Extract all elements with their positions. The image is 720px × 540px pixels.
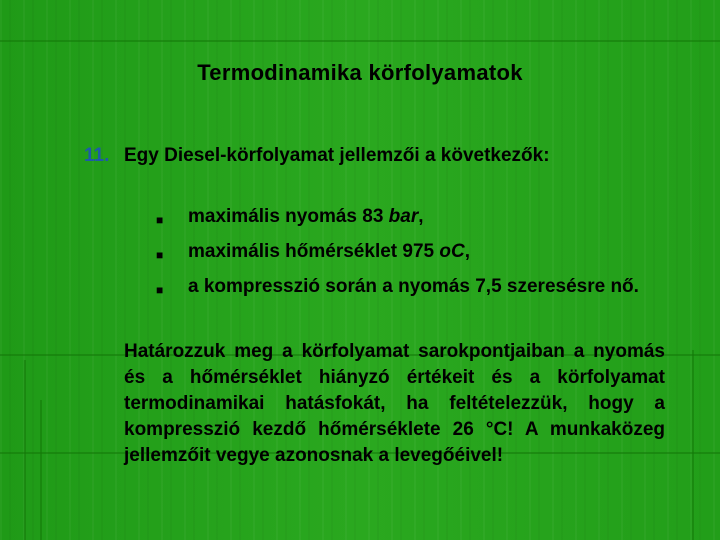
unit-text: bar — [388, 206, 419, 227]
square-bullet-icon: ■ — [156, 248, 164, 262]
square-bullet-icon: ■ — [156, 213, 164, 227]
square-bullet-icon: ■ — [156, 283, 164, 297]
list-item-text: maximális nyomás 83 bar, — [188, 206, 424, 227]
slide-title: Termodinamika körfolyamatok — [197, 60, 523, 85]
list-item-text: maximális hőmérséklet 975 oC, — [188, 241, 470, 262]
item-lead-text: Egy Diesel-körfolyamat jellemzői a következők: — [124, 145, 550, 166]
task-paragraph: Határozzuk meg a körfolyamat sarokpontjaiban a nyomás és a hőmérséklet hiányzó értékeit és a körfolyamat termodinamikai hatásfokát, ha feltételezzük, hogy a kompresszió kezdő hőmérséklete 26 °C! A munkaközeg jellemzőit vegye azonosnak a levegőéivel! — [124, 341, 665, 466]
item-number: 11. — [84, 145, 110, 166]
list-item-text: a kompresszió során a nyomás 7,5 szeresésre nő. — [188, 276, 639, 297]
unit-text: oC — [439, 241, 465, 262]
